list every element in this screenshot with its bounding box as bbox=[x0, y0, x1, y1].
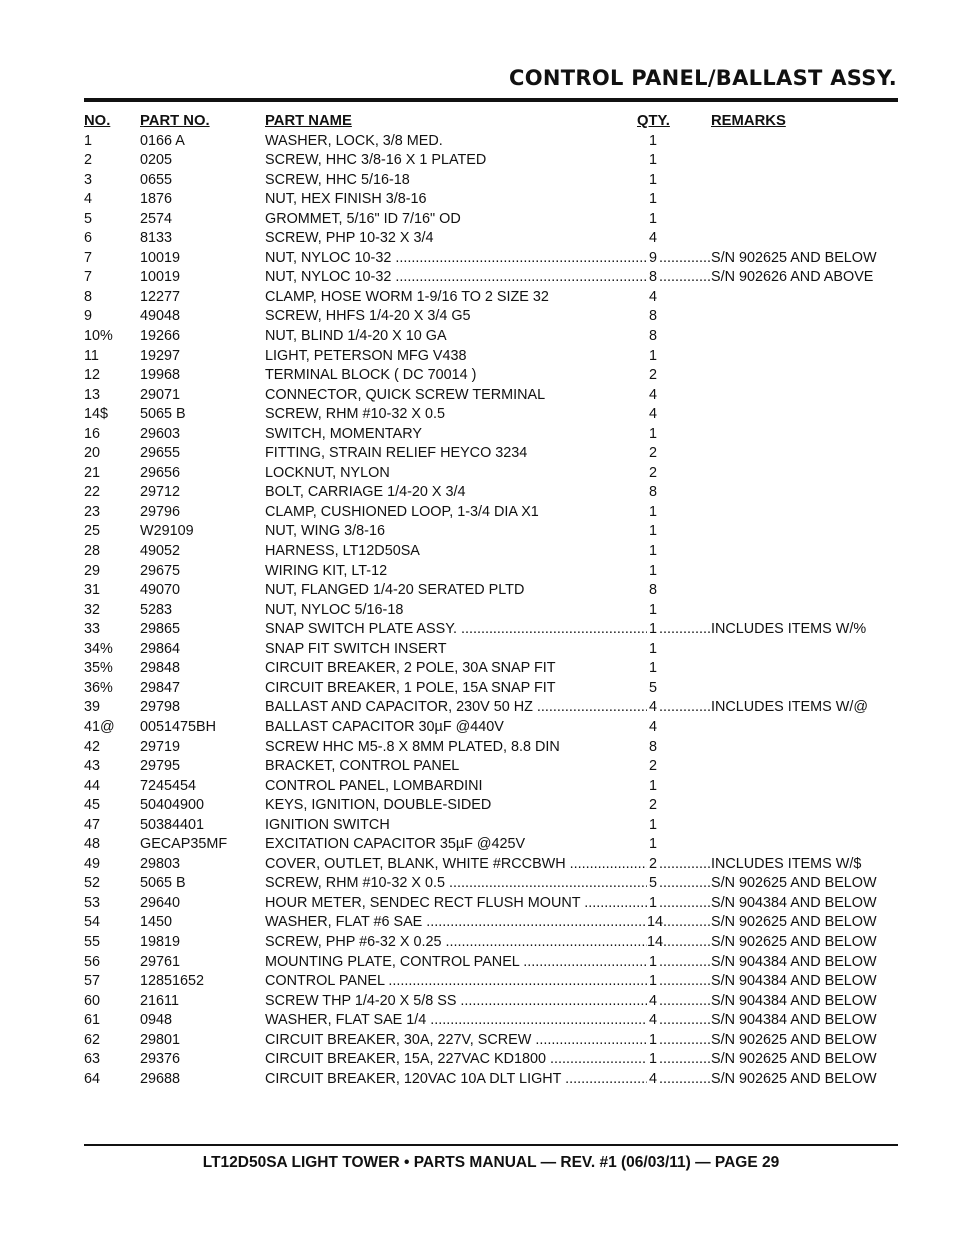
table-row bbox=[84, 933, 899, 953]
item-number: 54 bbox=[84, 914, 101, 931]
table-row bbox=[84, 347, 899, 367]
dot-leader bbox=[659, 1011, 711, 1031]
quantity: 1 bbox=[648, 171, 657, 188]
part-number: 29640 bbox=[140, 894, 181, 911]
quantity: 5 bbox=[648, 679, 657, 696]
remarks: S/N 904384 AND BELOW bbox=[711, 953, 877, 970]
quantity: 8 bbox=[648, 484, 657, 501]
dot-leader bbox=[659, 855, 711, 875]
part-name: CONTROL PANEL ..... bbox=[265, 972, 647, 992]
quantity: 8 bbox=[648, 738, 657, 755]
part-name: WASHER, LOCK, 3/8 MED. bbox=[265, 132, 443, 149]
item-number: 3 bbox=[84, 171, 93, 188]
table-row bbox=[84, 992, 899, 1012]
part-number: 29795 bbox=[140, 758, 181, 775]
part-name: SCREW, RHM #10-32 X 0.5 ..... bbox=[265, 874, 647, 894]
item-number: 20 bbox=[84, 445, 101, 462]
part-number: 29675 bbox=[140, 562, 181, 579]
remarks: S/N 902625 AND BELOW bbox=[711, 875, 877, 892]
quantity: 2 bbox=[648, 445, 657, 462]
part-name: SNAP SWITCH PLATE ASSY. ..... bbox=[265, 620, 647, 640]
part-name: NUT, HEX FINISH 3/8-16 bbox=[265, 191, 427, 208]
part-name: SNAP FIT SWITCH INSERT bbox=[265, 640, 447, 657]
part-name: CLAMP, CUSHIONED LOOP, 1-3/4 DIA X1 bbox=[265, 503, 539, 520]
quantity: 2 bbox=[648, 367, 657, 384]
bottom-rule bbox=[84, 1144, 898, 1146]
item-number: 64 bbox=[84, 1070, 101, 1087]
item-number: 4 bbox=[84, 191, 93, 208]
table-row bbox=[84, 659, 899, 679]
table-row bbox=[84, 229, 899, 249]
item-number: 48 bbox=[84, 836, 101, 853]
part-number: 29688 bbox=[140, 1070, 181, 1087]
table-row bbox=[84, 171, 899, 191]
quantity: 1 bbox=[648, 425, 657, 442]
part-name: SCREW HHC M5-.8 X 8MM PLATED, 8.8 DIN bbox=[265, 738, 560, 755]
part-number: 29796 bbox=[140, 503, 181, 520]
quantity: 9 bbox=[648, 249, 657, 266]
part-number: 29603 bbox=[140, 425, 181, 442]
dot-leader bbox=[659, 992, 711, 1012]
item-number: 44 bbox=[84, 777, 101, 794]
quantity: 4 bbox=[648, 406, 657, 423]
dot-leader bbox=[659, 249, 711, 269]
part-name: FITTING, STRAIN RELIEF HEYCO 3234 bbox=[265, 445, 528, 462]
table-row bbox=[84, 718, 899, 738]
part-number: 29071 bbox=[140, 386, 181, 403]
part-number: 5065 B bbox=[140, 406, 186, 423]
header-part-no: PART NO. bbox=[140, 113, 210, 129]
part-name: WIRING KIT, LT-12 bbox=[265, 562, 388, 579]
part-number: 0166 A bbox=[140, 132, 185, 149]
top-rule bbox=[84, 98, 898, 102]
page-title: CONTROL PANEL/BALLAST ASSY. bbox=[509, 66, 897, 90]
part-name: SWITCH, MOMENTARY bbox=[265, 425, 422, 442]
remarks: S/N 902626 AND ABOVE bbox=[711, 269, 874, 286]
part-number: 12851652 bbox=[140, 973, 205, 990]
table-row bbox=[84, 366, 899, 386]
remarks: S/N 902625 AND BELOW bbox=[711, 1070, 877, 1087]
item-number: 56 bbox=[84, 953, 101, 970]
part-name: SCREW, RHM #10-32 X 0.5 bbox=[265, 406, 445, 423]
dot-leader bbox=[659, 933, 711, 953]
part-number: 29798 bbox=[140, 699, 181, 716]
quantity: 8 bbox=[648, 328, 657, 345]
part-name: NUT, NYLOC 5/16-18 bbox=[265, 601, 404, 618]
table-row bbox=[84, 738, 899, 758]
parts-table bbox=[84, 112, 899, 1089]
quantity: 1 bbox=[648, 777, 657, 794]
table-row bbox=[84, 307, 899, 327]
part-number: 29761 bbox=[140, 953, 181, 970]
item-number: 57 bbox=[84, 973, 101, 990]
table-row bbox=[84, 210, 899, 230]
quantity: 4 bbox=[648, 699, 657, 716]
quantity: 1 bbox=[648, 1031, 657, 1048]
table-row bbox=[84, 581, 899, 601]
item-number: 49 bbox=[84, 855, 101, 872]
part-number: 19819 bbox=[140, 933, 181, 950]
remarks: S/N 902625 AND BELOW bbox=[711, 933, 877, 950]
quantity: 2 bbox=[648, 464, 657, 481]
part-number: 29719 bbox=[140, 738, 181, 755]
part-number: 29847 bbox=[140, 679, 181, 696]
part-number: 1450 bbox=[140, 914, 173, 931]
part-number: 19297 bbox=[140, 347, 181, 364]
table-header bbox=[84, 112, 899, 132]
table-row bbox=[84, 796, 899, 816]
table-row bbox=[84, 386, 899, 406]
item-number: 2 bbox=[84, 152, 93, 169]
part-name: NUT, FLANGED 1/4-20 SERATED PLTD bbox=[265, 582, 525, 599]
table-row bbox=[84, 816, 899, 836]
table-row bbox=[84, 1050, 899, 1070]
quantity: 1 bbox=[648, 523, 657, 540]
header-no: NO. bbox=[84, 113, 111, 129]
part-name: SCREW THP 1/4-20 X 5/8 SS ..... bbox=[265, 992, 647, 1012]
part-number: 12277 bbox=[140, 288, 181, 305]
quantity: 1 bbox=[648, 973, 657, 990]
item-number: 16 bbox=[84, 425, 101, 442]
quantity: 14 bbox=[647, 914, 664, 931]
part-name: HARNESS, LT12D50SA bbox=[265, 543, 420, 560]
item-number: 45 bbox=[84, 797, 101, 814]
quantity: 8 bbox=[648, 582, 657, 599]
table-row bbox=[84, 874, 899, 894]
table-row bbox=[84, 777, 899, 797]
item-number: 7 bbox=[84, 249, 93, 266]
quantity: 1 bbox=[648, 132, 657, 149]
item-number: 1 bbox=[84, 132, 93, 149]
part-number: W29109 bbox=[140, 523, 194, 540]
item-number: 33 bbox=[84, 621, 101, 638]
quantity: 1 bbox=[648, 953, 657, 970]
item-number: 53 bbox=[84, 894, 101, 911]
part-number: 49052 bbox=[140, 543, 181, 560]
part-name: NUT, NYLOC 10-32 ..... bbox=[265, 249, 647, 269]
part-number: 2574 bbox=[140, 210, 173, 227]
item-number: 62 bbox=[84, 1031, 101, 1048]
remarks: S/N 904384 AND BELOW bbox=[711, 1012, 877, 1029]
table-row bbox=[84, 855, 899, 875]
table-row bbox=[84, 268, 899, 288]
quantity: 1 bbox=[648, 191, 657, 208]
part-name: SCREW, PHP 10-32 X 3/4 bbox=[265, 230, 434, 247]
table-row bbox=[84, 542, 899, 562]
part-name: LIGHT, PETERSON MFG V438 bbox=[265, 347, 467, 364]
part-number: 29376 bbox=[140, 1051, 181, 1068]
part-number: 29864 bbox=[140, 640, 181, 657]
remarks: INCLUDES ITEMS W/$ bbox=[711, 855, 862, 872]
dot-leader bbox=[659, 894, 711, 914]
header-remarks: REMARKS bbox=[711, 113, 786, 129]
part-number: 10019 bbox=[140, 269, 181, 286]
part-number: 5283 bbox=[140, 601, 173, 618]
part-number: 49070 bbox=[140, 582, 181, 599]
dot-leader bbox=[659, 1070, 711, 1090]
remarks: S/N 904384 AND BELOW bbox=[711, 894, 877, 911]
item-number: 23 bbox=[84, 503, 101, 520]
item-number: 43 bbox=[84, 758, 101, 775]
table-row bbox=[84, 522, 899, 542]
quantity: 1 bbox=[648, 601, 657, 618]
part-name: WASHER, FLAT #6 SAE ..... bbox=[265, 913, 647, 933]
item-number: 10% bbox=[84, 328, 113, 345]
table-row bbox=[84, 464, 899, 484]
quantity: 4 bbox=[648, 992, 657, 1009]
remarks: S/N 904384 AND BELOW bbox=[711, 973, 877, 990]
part-name: IGNITION SWITCH bbox=[265, 816, 390, 833]
dot-leader bbox=[659, 972, 711, 992]
remarks: S/N 904384 AND BELOW bbox=[711, 992, 877, 1009]
part-name: SCREW, HHC 3/8-16 X 1 PLATED bbox=[265, 152, 487, 169]
quantity: 1 bbox=[648, 562, 657, 579]
item-number: 34% bbox=[84, 640, 113, 657]
remarks: S/N 902625 AND BELOW bbox=[711, 1031, 877, 1048]
quantity: 2 bbox=[648, 797, 657, 814]
table-row bbox=[84, 190, 899, 210]
part-name: WASHER, FLAT SAE 1/4 ..... bbox=[265, 1011, 647, 1031]
table-row bbox=[84, 972, 899, 992]
table-row bbox=[84, 483, 899, 503]
quantity: 2 bbox=[648, 855, 657, 872]
remarks: INCLUDES ITEMS W/% bbox=[711, 621, 867, 638]
table-row bbox=[84, 835, 899, 855]
table-row bbox=[84, 894, 899, 914]
part-name: SCREW, PHP #6-32 X 0.25 ..... bbox=[265, 933, 647, 953]
quantity: 1 bbox=[648, 836, 657, 853]
part-number: 29656 bbox=[140, 464, 181, 481]
part-number: 1876 bbox=[140, 191, 173, 208]
quantity: 1 bbox=[648, 347, 657, 364]
table-row bbox=[84, 405, 899, 425]
part-name: CIRCUIT BREAKER, 15A, 227VAC KD1800 ..... bbox=[265, 1050, 647, 1070]
part-number: 21611 bbox=[140, 992, 179, 1009]
part-name: GROMMET, 5/16" ID 7/16" OD bbox=[265, 210, 461, 227]
quantity: 1 bbox=[648, 816, 657, 833]
part-number: 19266 bbox=[140, 328, 181, 345]
part-name: TERMINAL BLOCK ( DC 70014 ) bbox=[265, 367, 477, 384]
part-name: NUT, BLIND 1/4-20 X 10 GA bbox=[265, 328, 447, 345]
part-name: KEYS, IGNITION, DOUBLE-SIDED bbox=[265, 797, 492, 814]
dot-leader bbox=[659, 268, 711, 288]
item-number: 35% bbox=[84, 660, 113, 677]
table-row bbox=[84, 1011, 899, 1031]
table-row bbox=[84, 601, 899, 621]
part-name: HOUR METER, SENDEC RECT FLUSH MOUNT ..... bbox=[265, 894, 647, 914]
part-number: 29865 bbox=[140, 621, 181, 638]
table-row bbox=[84, 1031, 899, 1051]
quantity: 8 bbox=[648, 308, 657, 325]
item-number: 47 bbox=[84, 816, 101, 833]
item-number: 8 bbox=[84, 288, 93, 305]
table-row bbox=[84, 757, 899, 777]
part-number: 0051475BH bbox=[140, 718, 217, 735]
table-row bbox=[84, 503, 899, 523]
quantity: 1 bbox=[648, 640, 657, 657]
item-number: 63 bbox=[84, 1051, 101, 1068]
item-number: 41@ bbox=[84, 718, 115, 735]
part-number: 8133 bbox=[140, 230, 173, 247]
part-name: BRACKET, CONTROL PANEL bbox=[265, 758, 460, 775]
part-number: 0205 bbox=[140, 152, 173, 169]
quantity: 5 bbox=[648, 875, 657, 892]
item-number: 60 bbox=[84, 992, 101, 1009]
quantity: 4 bbox=[648, 288, 657, 305]
quantity: 1 bbox=[648, 621, 657, 638]
table-row bbox=[84, 249, 899, 269]
quantity: 1 bbox=[648, 503, 657, 520]
part-name: BALLAST CAPACITOR 30µF @440V bbox=[265, 718, 504, 735]
header-qty: QTY. bbox=[637, 113, 670, 129]
dot-leader bbox=[659, 1050, 711, 1070]
part-number: 29848 bbox=[140, 660, 181, 677]
quantity: 14 bbox=[647, 933, 664, 950]
dot-leader bbox=[659, 1031, 711, 1051]
item-number: 42 bbox=[84, 738, 101, 755]
table-row bbox=[84, 562, 899, 582]
part-number: 19968 bbox=[140, 367, 181, 384]
quantity: 4 bbox=[648, 1070, 657, 1087]
table-row bbox=[84, 444, 899, 464]
quantity: 1 bbox=[648, 660, 657, 677]
remarks: S/N 902625 AND BELOW bbox=[711, 249, 877, 266]
quantity: 1 bbox=[648, 1051, 657, 1068]
part-number: 10019 bbox=[140, 249, 181, 266]
item-number: 6 bbox=[84, 230, 93, 247]
part-number: 0948 bbox=[140, 1012, 173, 1029]
item-number: 9 bbox=[84, 308, 93, 325]
quantity: 1 bbox=[648, 543, 657, 560]
part-number: 29801 bbox=[140, 1031, 181, 1048]
table-row bbox=[84, 327, 899, 347]
table-row bbox=[84, 151, 899, 171]
table-row bbox=[84, 913, 899, 933]
table-row bbox=[84, 1070, 899, 1090]
dot-leader bbox=[659, 874, 711, 894]
item-number: 39 bbox=[84, 699, 101, 716]
item-number: 13 bbox=[84, 386, 101, 403]
table-row bbox=[84, 953, 899, 973]
part-name: LOCKNUT, NYLON bbox=[265, 464, 390, 481]
header-part-name: PART NAME bbox=[265, 113, 352, 129]
item-number: 61 bbox=[84, 1012, 101, 1029]
item-number: 21 bbox=[84, 464, 101, 481]
part-number: 49048 bbox=[140, 308, 181, 325]
dot-leader bbox=[659, 620, 711, 640]
part-name: NUT, WING 3/8-16 bbox=[265, 523, 385, 540]
part-number: 5065 B bbox=[140, 875, 186, 892]
table-row bbox=[84, 640, 899, 660]
item-number: 5 bbox=[84, 210, 93, 227]
table-row bbox=[84, 620, 899, 640]
part-number: 50404900 bbox=[140, 797, 205, 814]
part-name: BALLAST AND CAPACITOR, 230V 50 HZ ..... bbox=[265, 698, 647, 718]
part-name: CIRCUIT BREAKER, 120VAC 10A DLT LIGHT ..... bbox=[265, 1070, 647, 1090]
item-number: 25 bbox=[84, 523, 101, 540]
part-name: SCREW, HHC 5/16-18 bbox=[265, 171, 410, 188]
table-row bbox=[84, 425, 899, 445]
remarks: INCLUDES ITEMS W/@ bbox=[711, 699, 868, 716]
part-name: BOLT, CARRIAGE 1/4-20 X 3/4 bbox=[265, 484, 466, 501]
part-name: CIRCUIT BREAKER, 1 POLE, 15A SNAP FIT bbox=[265, 679, 556, 696]
dot-leader bbox=[659, 913, 711, 933]
dot-leader bbox=[659, 953, 711, 973]
item-number: 36% bbox=[84, 679, 113, 696]
quantity: 2 bbox=[648, 758, 657, 775]
part-name: COVER, OUTLET, BLANK, WHITE #RCCBWH ..... bbox=[265, 855, 647, 875]
table-row bbox=[84, 288, 899, 308]
page-footer: LT12D50SA LIGHT TOWER • PARTS MANUAL — REV. #1 (06/03/11) — PAGE 29 bbox=[202, 1154, 780, 1171]
quantity: 1 bbox=[648, 152, 657, 169]
part-name: CIRCUIT BREAKER, 30A, 227V, SCREW ..... bbox=[265, 1031, 647, 1051]
part-number: 50384401 bbox=[140, 816, 205, 833]
part-name: CLAMP, HOSE WORM 1-9/16 TO 2 SIZE 32 bbox=[265, 288, 549, 305]
quantity: 4 bbox=[648, 386, 657, 403]
part-number: 0655 bbox=[140, 171, 173, 188]
remarks: S/N 902625 AND BELOW bbox=[711, 1051, 877, 1068]
table-row bbox=[84, 132, 899, 152]
table-row bbox=[84, 698, 899, 718]
part-name: CIRCUIT BREAKER, 2 POLE, 30A SNAP FIT bbox=[265, 660, 556, 677]
part-number: 7245454 bbox=[140, 777, 197, 794]
item-number: 14$ bbox=[84, 406, 109, 423]
part-number: GECAP35MF bbox=[140, 836, 228, 853]
part-name: NUT, NYLOC 10-32 ..... bbox=[265, 268, 647, 288]
item-number: 29 bbox=[84, 562, 101, 579]
item-number: 32 bbox=[84, 601, 101, 618]
remarks: S/N 902625 AND BELOW bbox=[711, 914, 877, 931]
part-number: 29803 bbox=[140, 855, 181, 872]
quantity: 1 bbox=[648, 210, 657, 227]
part-name: SCREW, HHFS 1/4-20 X 3/4 G5 bbox=[265, 308, 471, 325]
part-name: MOUNTING PLATE, CONTROL PANEL ..... bbox=[265, 953, 647, 973]
dot-leader bbox=[659, 698, 711, 718]
item-number: 31 bbox=[84, 582, 101, 599]
quantity: 4 bbox=[648, 230, 657, 247]
quantity: 8 bbox=[648, 269, 657, 286]
part-name: CONNECTOR, QUICK SCREW TERMINAL bbox=[265, 386, 546, 403]
item-number: 55 bbox=[84, 933, 101, 950]
part-name: CONTROL PANEL, LOMBARDINI bbox=[265, 777, 483, 794]
item-number: 28 bbox=[84, 543, 101, 560]
quantity: 4 bbox=[648, 718, 657, 735]
item-number: 11 bbox=[84, 347, 99, 364]
quantity: 4 bbox=[648, 1012, 657, 1029]
item-number: 7 bbox=[84, 269, 93, 286]
part-number: 29655 bbox=[140, 445, 181, 462]
item-number: 52 bbox=[84, 875, 101, 892]
table-row bbox=[84, 679, 899, 699]
part-name: EXCITATION CAPACITOR 35µF @425V bbox=[265, 836, 526, 853]
item-number: 12 bbox=[84, 367, 101, 384]
item-number: 22 bbox=[84, 484, 101, 501]
quantity: 1 bbox=[648, 894, 657, 911]
part-number: 29712 bbox=[140, 484, 181, 501]
